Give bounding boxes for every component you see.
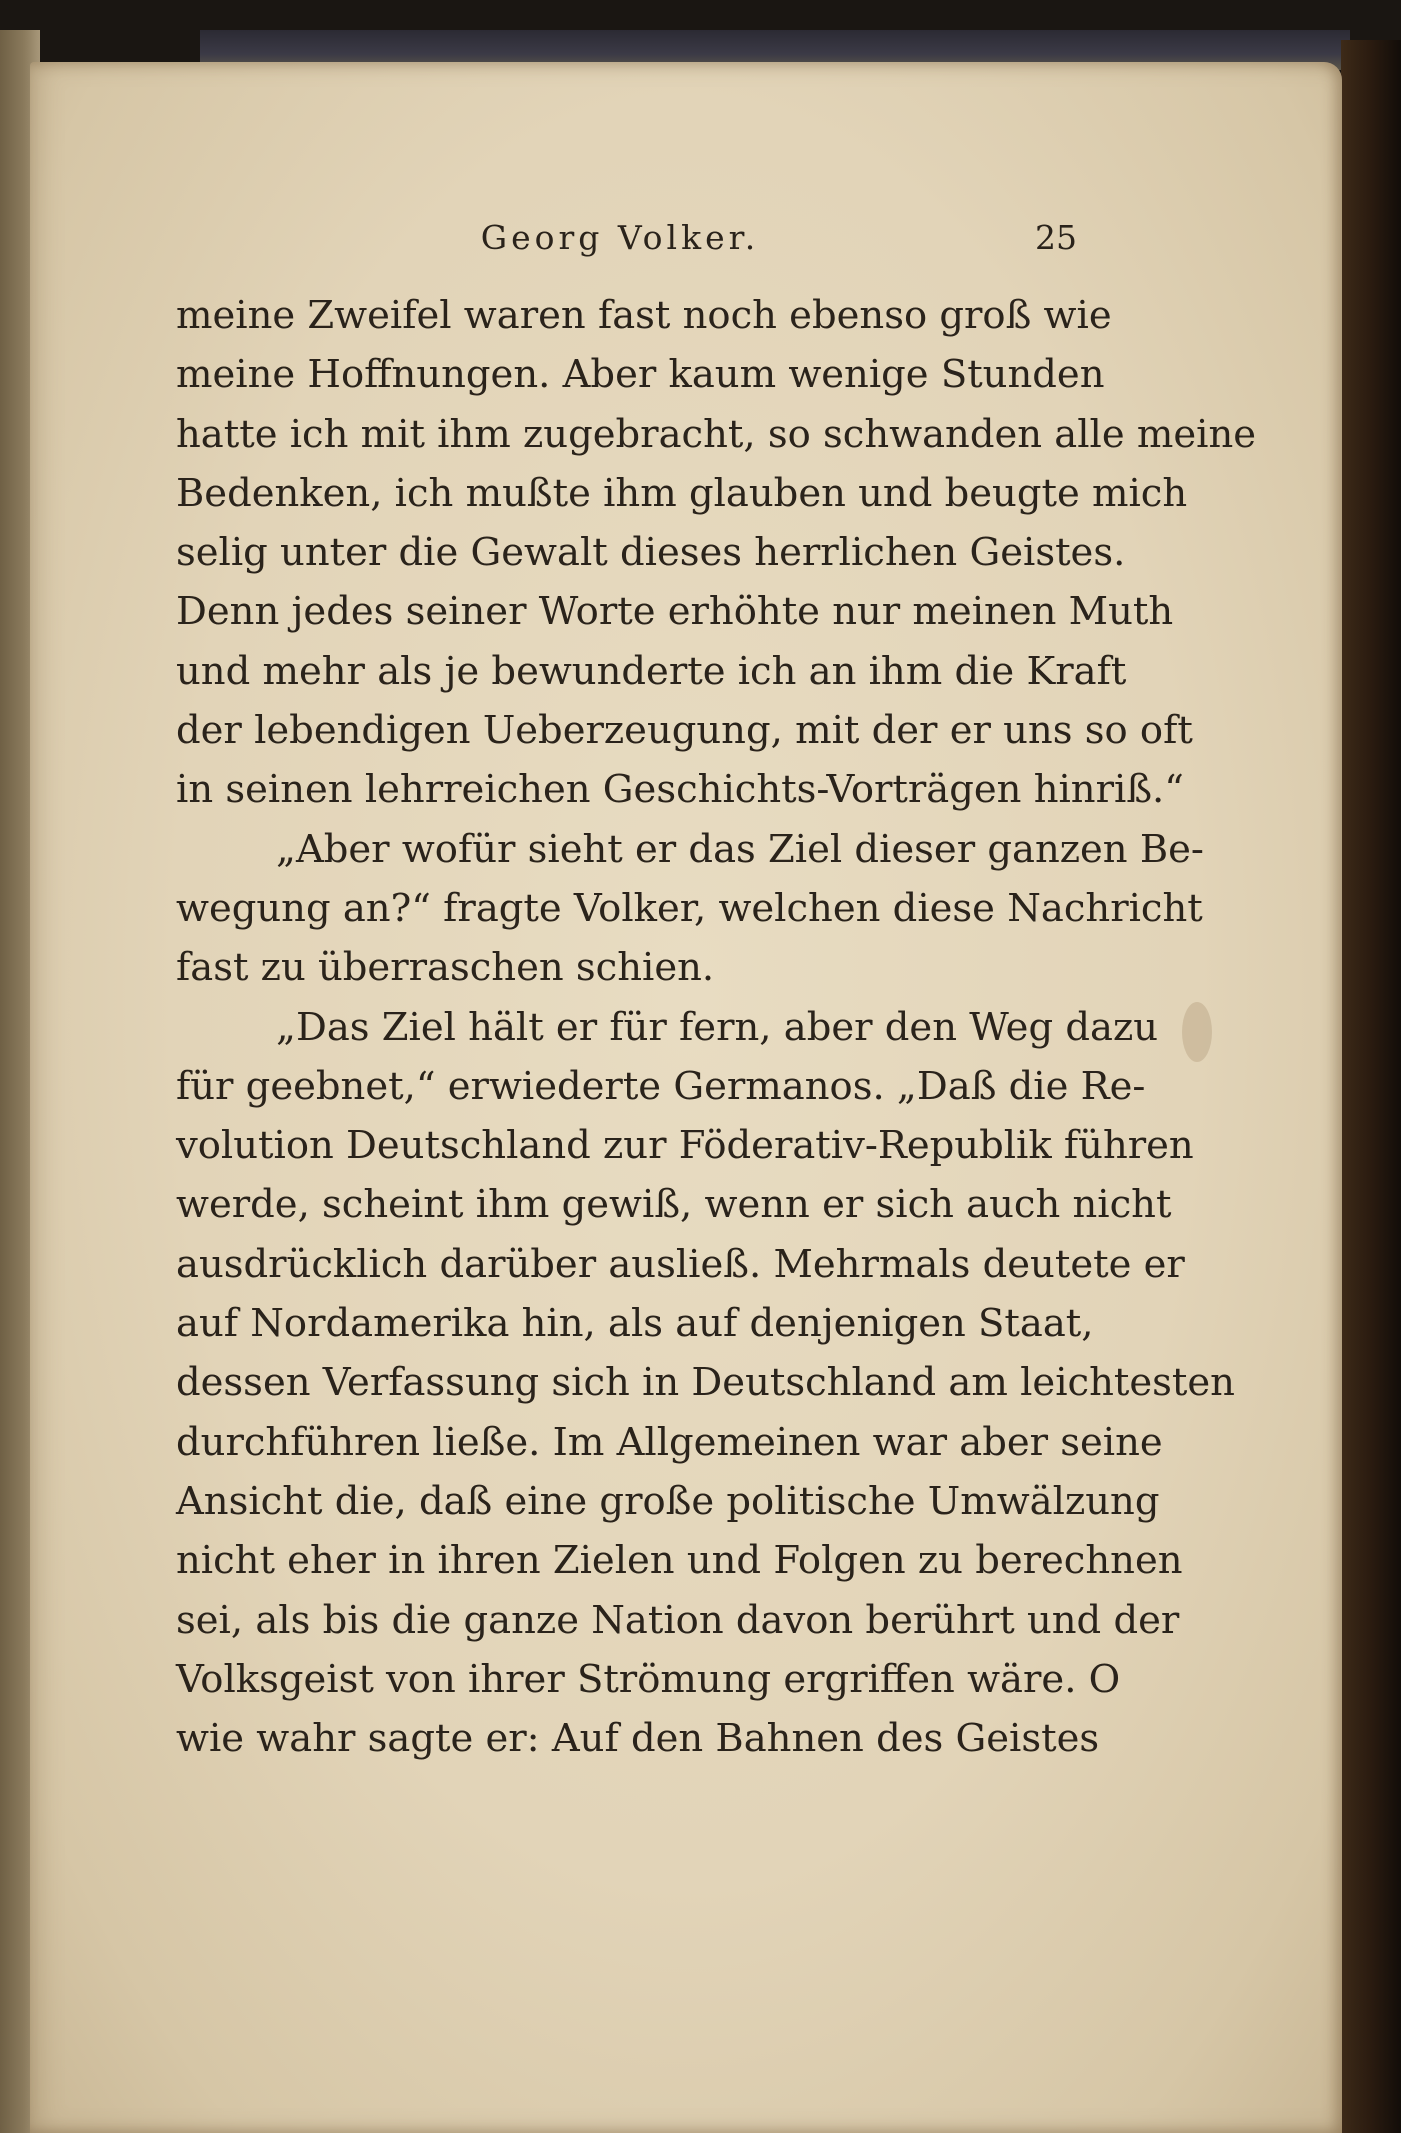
text-line: „Das Ziel hält er für fern, aber den Weg dazu xyxy=(276,1004,1159,1050)
text-line: Volksgeist von ihrer Strömung ergriffen wäre. O xyxy=(176,1656,1121,1702)
running-head-title: Georg Volker. xyxy=(480,218,760,257)
page-number: 25 xyxy=(1035,218,1077,257)
text-line: volution Deutschland zur Föderativ-Republik führen xyxy=(176,1123,1194,1169)
text-line: sei, als bis die ganze Nation davon berührt und der xyxy=(176,1597,1180,1643)
text-line: hatte ich mit ihm zugebracht, so schwanden alle meine xyxy=(176,411,1257,457)
text-line: Ansicht die, daß eine große politische Umwälzung xyxy=(176,1478,1160,1524)
text-line: dessen Verfassung sich in Deutschland am leichtesten xyxy=(176,1360,1235,1406)
text-line: in seinen lehrreichen Geschichts-Vorträgen hinriß.“ xyxy=(176,767,1184,813)
page-smudge xyxy=(1182,1002,1212,1062)
text-line: werde, scheint ihm gewiß, wenn er sich auch nicht xyxy=(176,1182,1172,1228)
text-line: der lebendigen Ueberzeugung, mit der er uns so oft xyxy=(176,708,1193,754)
text-line: „Aber wofür sieht er das Ziel dieser ganzen Be- xyxy=(276,826,1204,872)
text-line: auf Nordamerika hin, als auf denjenigen Staat, xyxy=(176,1301,1094,1347)
text-line: und mehr als je bewunderte ich an ihm die Kraft xyxy=(176,648,1127,694)
text-line: nicht eher in ihren Zielen und Folgen zu berechnen xyxy=(176,1538,1183,1584)
text-line: fast zu überraschen schien. xyxy=(176,945,715,991)
text-line: wie wahr sagte er: Auf den Bahnen des Geistes xyxy=(176,1716,1100,1762)
text-line: ausdrücklich darüber ausließ. Mehrmals deutete er xyxy=(176,1241,1185,1287)
text-line: meine Zweifel waren fast noch ebenso groß wie xyxy=(176,293,1112,338)
text-line: durchführen ließe. Im Allgemeinen war aber seine xyxy=(176,1419,1163,1465)
text-line: Bedenken, ich mußte ihm glauben und beugte mich xyxy=(176,470,1188,516)
text-line: selig unter die Gewalt dieses herrlichen Geistes. xyxy=(176,530,1126,576)
text-line: für geebnet,“ erwiederte Germanos. „Daß die Re- xyxy=(176,1063,1146,1109)
body-text xyxy=(176,286,1257,1768)
book-spine-right xyxy=(1341,40,1401,2133)
text-line: meine Hoffnungen. Aber kaum wenige Stunden xyxy=(176,352,1105,398)
text-line: Denn jedes seiner Worte erhöhte nur meinen Muth xyxy=(176,589,1174,635)
text-line: wegung an?“ fragte Volker, welchen diese Nachricht xyxy=(176,885,1203,931)
